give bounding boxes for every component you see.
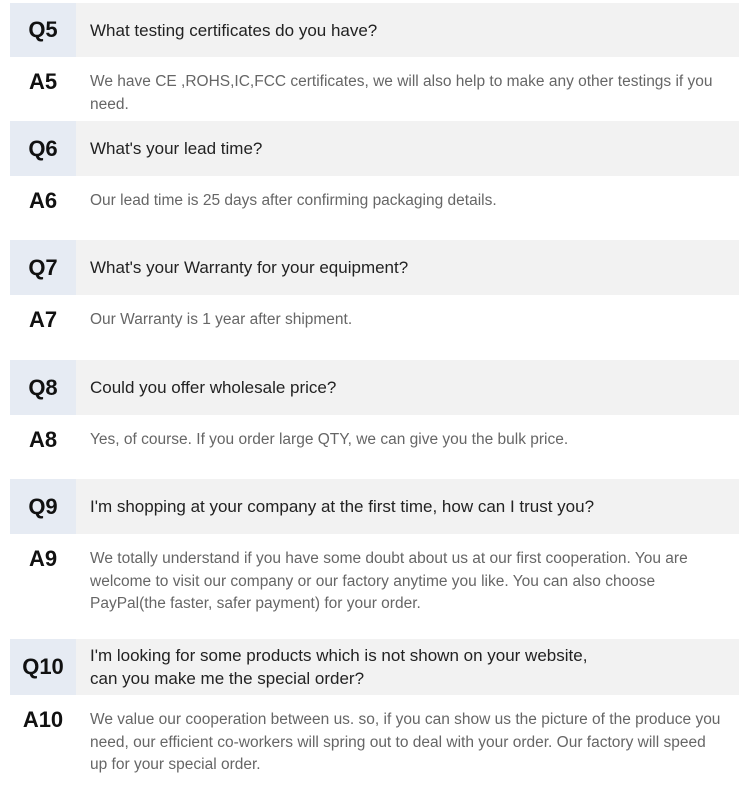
answer-text: We have CE ,ROHS,IC,FCC certificates, we will also help to make any other testings if you need. <box>90 73 713 113</box>
question-text: What testing certificates do you have? <box>90 20 378 40</box>
answer-text: We value our cooperation between us. so, if you can show us the picture of the produce you need, our efficient co-workers will spring out to deal with your order. Our factory will speed up for your special order. <box>90 711 721 773</box>
question-text: What's your lead time? <box>90 139 263 158</box>
faq-question-row <box>10 3 739 57</box>
faq-question-row <box>10 639 739 695</box>
answer-number-label: A5 <box>28 69 58 94</box>
faq-answer-row <box>10 415 739 479</box>
question-number-label: Q8 <box>10 360 76 415</box>
faq-answer-row <box>10 695 739 796</box>
answer-text: We totally understand if you have some doubt about us at our first cooperation. You are welcome to visit our company or our factory anytime you like. You can also choose PayPal(the faster, safer payment) for your order. <box>90 550 688 612</box>
faq-answer-row <box>10 295 739 360</box>
answer-number-label: A6 <box>28 188 58 213</box>
answer-text: Our Warranty is 1 year after shipment. <box>90 311 353 328</box>
answer-number-label: A10 <box>22 707 64 732</box>
answer-text: Yes, of course. If you order large QTY, we can give you the bulk price. <box>90 431 569 448</box>
question-text: Could you offer wholesale price? <box>90 378 337 397</box>
question-text: What's your Warranty for your equipment? <box>90 258 409 277</box>
faq-answer-row <box>10 176 739 240</box>
faq-question-row <box>10 240 739 295</box>
question-number-label: Q6 <box>10 121 76 176</box>
faq-question-row <box>10 479 739 534</box>
faq-answer-row <box>10 57 739 121</box>
answer-number-label: A7 <box>28 307 58 332</box>
question-number-label: Q5 <box>10 3 76 57</box>
question-text: I'm looking for some products which is not shown on your website, can you make me the special order? <box>90 646 588 688</box>
question-number-label: Q10 <box>10 639 76 695</box>
question-number-label: Q9 <box>10 479 76 534</box>
question-number-label: Q7 <box>10 240 76 295</box>
faq-answer-row <box>10 534 739 639</box>
faq-question-row <box>10 360 739 415</box>
faq-question-row <box>10 121 739 176</box>
answer-text: Our lead time is 25 days after confirming packaging details. <box>90 192 497 209</box>
question-text: I'm shopping at your company at the first time, how can I trust you? <box>90 497 595 516</box>
answer-number-label: A9 <box>28 546 58 571</box>
answer-number-label: A8 <box>28 427 58 452</box>
